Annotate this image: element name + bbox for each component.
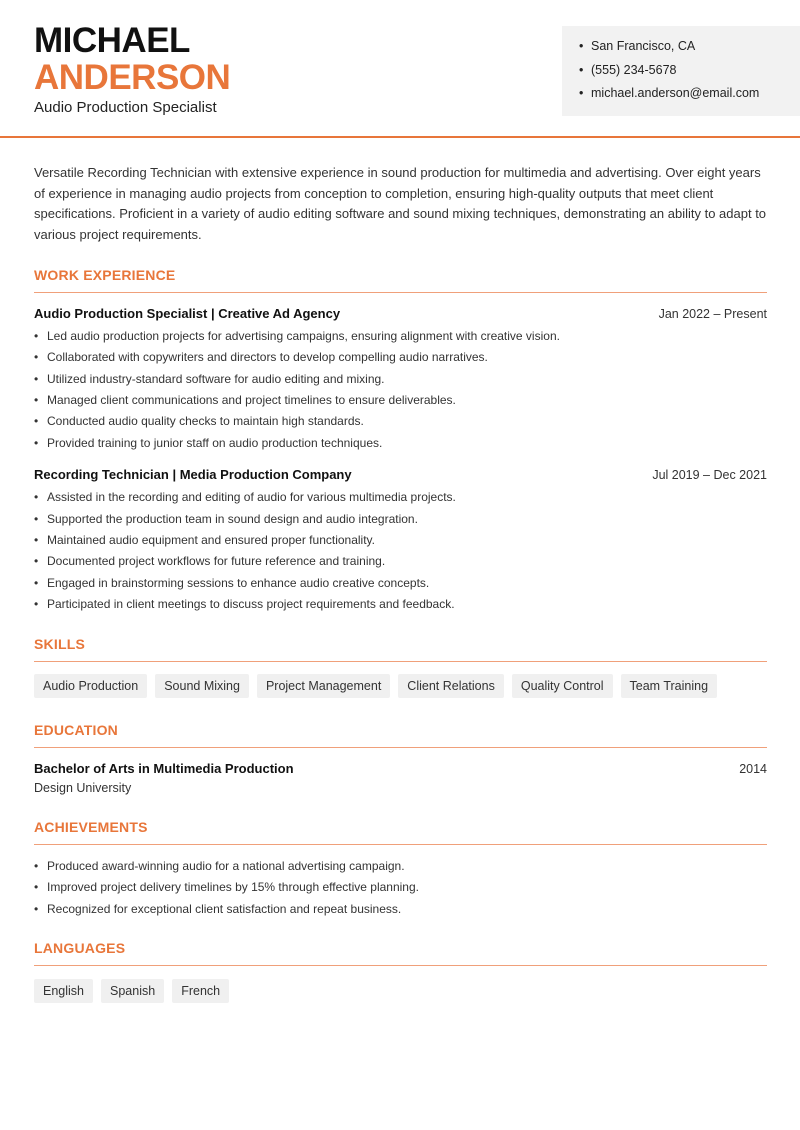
list-item <box>34 347 767 368</box>
job-bullets <box>34 326 767 454</box>
first-name: MICHAEL <box>34 21 190 60</box>
job-header <box>34 306 767 321</box>
list-item-text: Managed client communications and project timelines to ensure deliverables. <box>47 393 456 408</box>
job-dates: Jan 2022 – Present <box>658 306 767 321</box>
bullet-icon <box>34 530 47 551</box>
skill-tag: Team Training <box>621 674 718 698</box>
contact-phone <box>579 61 800 85</box>
bullet-icon <box>34 433 47 454</box>
list-item <box>34 573 767 594</box>
list-item <box>34 390 767 411</box>
education-heading: EDUCATION <box>34 722 767 748</box>
resume-body <box>34 163 767 1003</box>
list-item <box>34 594 767 615</box>
job-entry <box>34 467 767 615</box>
education-entry <box>34 761 767 795</box>
skill-tag: Audio Production <box>34 674 147 698</box>
list-item <box>34 326 767 347</box>
list-item <box>34 899 767 920</box>
contact-email <box>579 84 800 108</box>
list-item-text: Engaged in brainstorming sessions to enhance audio creative concepts. <box>47 575 430 590</box>
list-item-text: Utilized industry-standard software for audio editing and mixing. <box>47 371 385 386</box>
contact-phone-text: (555) 234-5678 <box>591 62 677 77</box>
list-item <box>34 877 767 898</box>
list-item-text: Led audio production projects for advertising campaigns, ensuring alignment with creative vision. <box>47 328 560 343</box>
list-item <box>34 530 767 551</box>
bullet-icon <box>34 877 47 898</box>
bullet-icon <box>34 509 47 530</box>
job-dates: Jul 2019 – Dec 2021 <box>652 468 767 483</box>
achievements-section <box>34 819 767 920</box>
list-item <box>34 411 767 432</box>
bullet-icon <box>34 390 47 411</box>
list-item-text: Collaborated with copywriters and directors to develop compelling audio narratives. <box>47 350 488 365</box>
last-name: ANDERSON <box>34 58 231 97</box>
skills-section <box>34 636 767 698</box>
bullet-icon <box>34 369 47 390</box>
summary-paragraph: Versatile Recording Technician with extensive experience in sound production for multimedia and advertising. Over eight years of experience in managing audio projects from conception to completion, ensuring high-quality outputs that meet client specifications. Proficient in a variety of audio editing software and sound mixing techniques, demonstrating an ability to adapt to various project requirements. <box>34 165 767 243</box>
list-item <box>34 509 767 530</box>
job-title: Recording Technician | Media Production Company <box>34 467 352 483</box>
list-item <box>34 369 767 390</box>
language-tag: Spanish <box>101 979 164 1003</box>
bullet-icon <box>579 84 591 102</box>
list-item-text: Conducted audio quality checks to maintain high standards. <box>47 414 364 429</box>
list-item-text: Documented project workflows for future reference and training. <box>47 554 386 569</box>
bullet-icon <box>34 594 47 615</box>
contact-location <box>579 37 800 61</box>
languages-tags <box>34 979 767 1003</box>
list-item-text: Supported the production team in sound design and audio integration. <box>47 511 418 526</box>
list-item-text: Participated in client meetings to discuss project requirements and feedback. <box>47 597 455 612</box>
skill-tag: Project Management <box>257 674 390 698</box>
job-bullets <box>34 487 767 615</box>
contact-email-text: michael.anderson@email.com <box>591 86 760 100</box>
list-item <box>34 487 767 508</box>
work-experience-section <box>34 267 767 616</box>
language-tag: French <box>172 979 229 1003</box>
bullet-icon <box>34 856 47 877</box>
skills-tags <box>34 674 767 698</box>
list-item-text: Maintained audio equipment and ensured proper functionality. <box>47 533 375 548</box>
contact-panel <box>562 26 800 116</box>
languages-section <box>34 940 767 1003</box>
achievements-heading: ACHIEVEMENTS <box>34 819 767 845</box>
bullet-icon <box>34 326 47 347</box>
list-item-text: Improved project delivery timelines by 15% through effective planning. <box>47 880 419 895</box>
skill-tag: Quality Control <box>512 674 613 698</box>
skills-heading: SKILLS <box>34 636 767 662</box>
education-degree: Bachelor of Arts in Multimedia Production <box>34 760 294 776</box>
education-section <box>34 722 767 795</box>
work-experience-heading: WORK EXPERIENCE <box>34 267 767 293</box>
languages-heading: LANGUAGES <box>34 940 767 966</box>
list-item-text: Assisted in the recording and editing of audio for various multimedia projects. <box>47 490 456 505</box>
contact-location-text: San Francisco, CA <box>591 39 696 53</box>
skill-tag: Sound Mixing <box>155 674 249 698</box>
bullet-icon <box>34 899 47 920</box>
bullet-icon <box>34 411 47 432</box>
skill-tag: Client Relations <box>398 674 504 698</box>
list-item-text: Produced award-winning audio for a national advertising campaign. <box>47 858 405 873</box>
job-header <box>34 467 767 482</box>
bullet-icon <box>34 551 47 572</box>
job-title: Audio Production Specialist | Creative Ad Agency <box>34 305 341 321</box>
job-title-subtitle: Audio Production Specialist <box>34 99 217 116</box>
bullet-icon <box>34 347 47 368</box>
job-entry <box>34 306 767 454</box>
bullet-icon <box>34 573 47 594</box>
list-item <box>34 433 767 454</box>
candidate-name <box>34 22 230 96</box>
bullet-icon <box>579 37 591 55</box>
education-year: 2014 <box>739 761 767 776</box>
education-school: Design University <box>34 780 132 795</box>
bullet-icon <box>34 487 47 508</box>
bullet-icon <box>579 61 591 79</box>
education-header <box>34 761 767 776</box>
list-item-text: Provided training to junior staff on audio production techniques. <box>47 435 383 450</box>
language-tag: English <box>34 979 93 1003</box>
resume-header <box>0 0 800 138</box>
list-item <box>34 551 767 572</box>
achievements-list <box>34 856 767 920</box>
list-item-text: Recognized for exceptional client satisfaction and repeat business. <box>47 901 402 916</box>
list-item <box>34 856 767 877</box>
